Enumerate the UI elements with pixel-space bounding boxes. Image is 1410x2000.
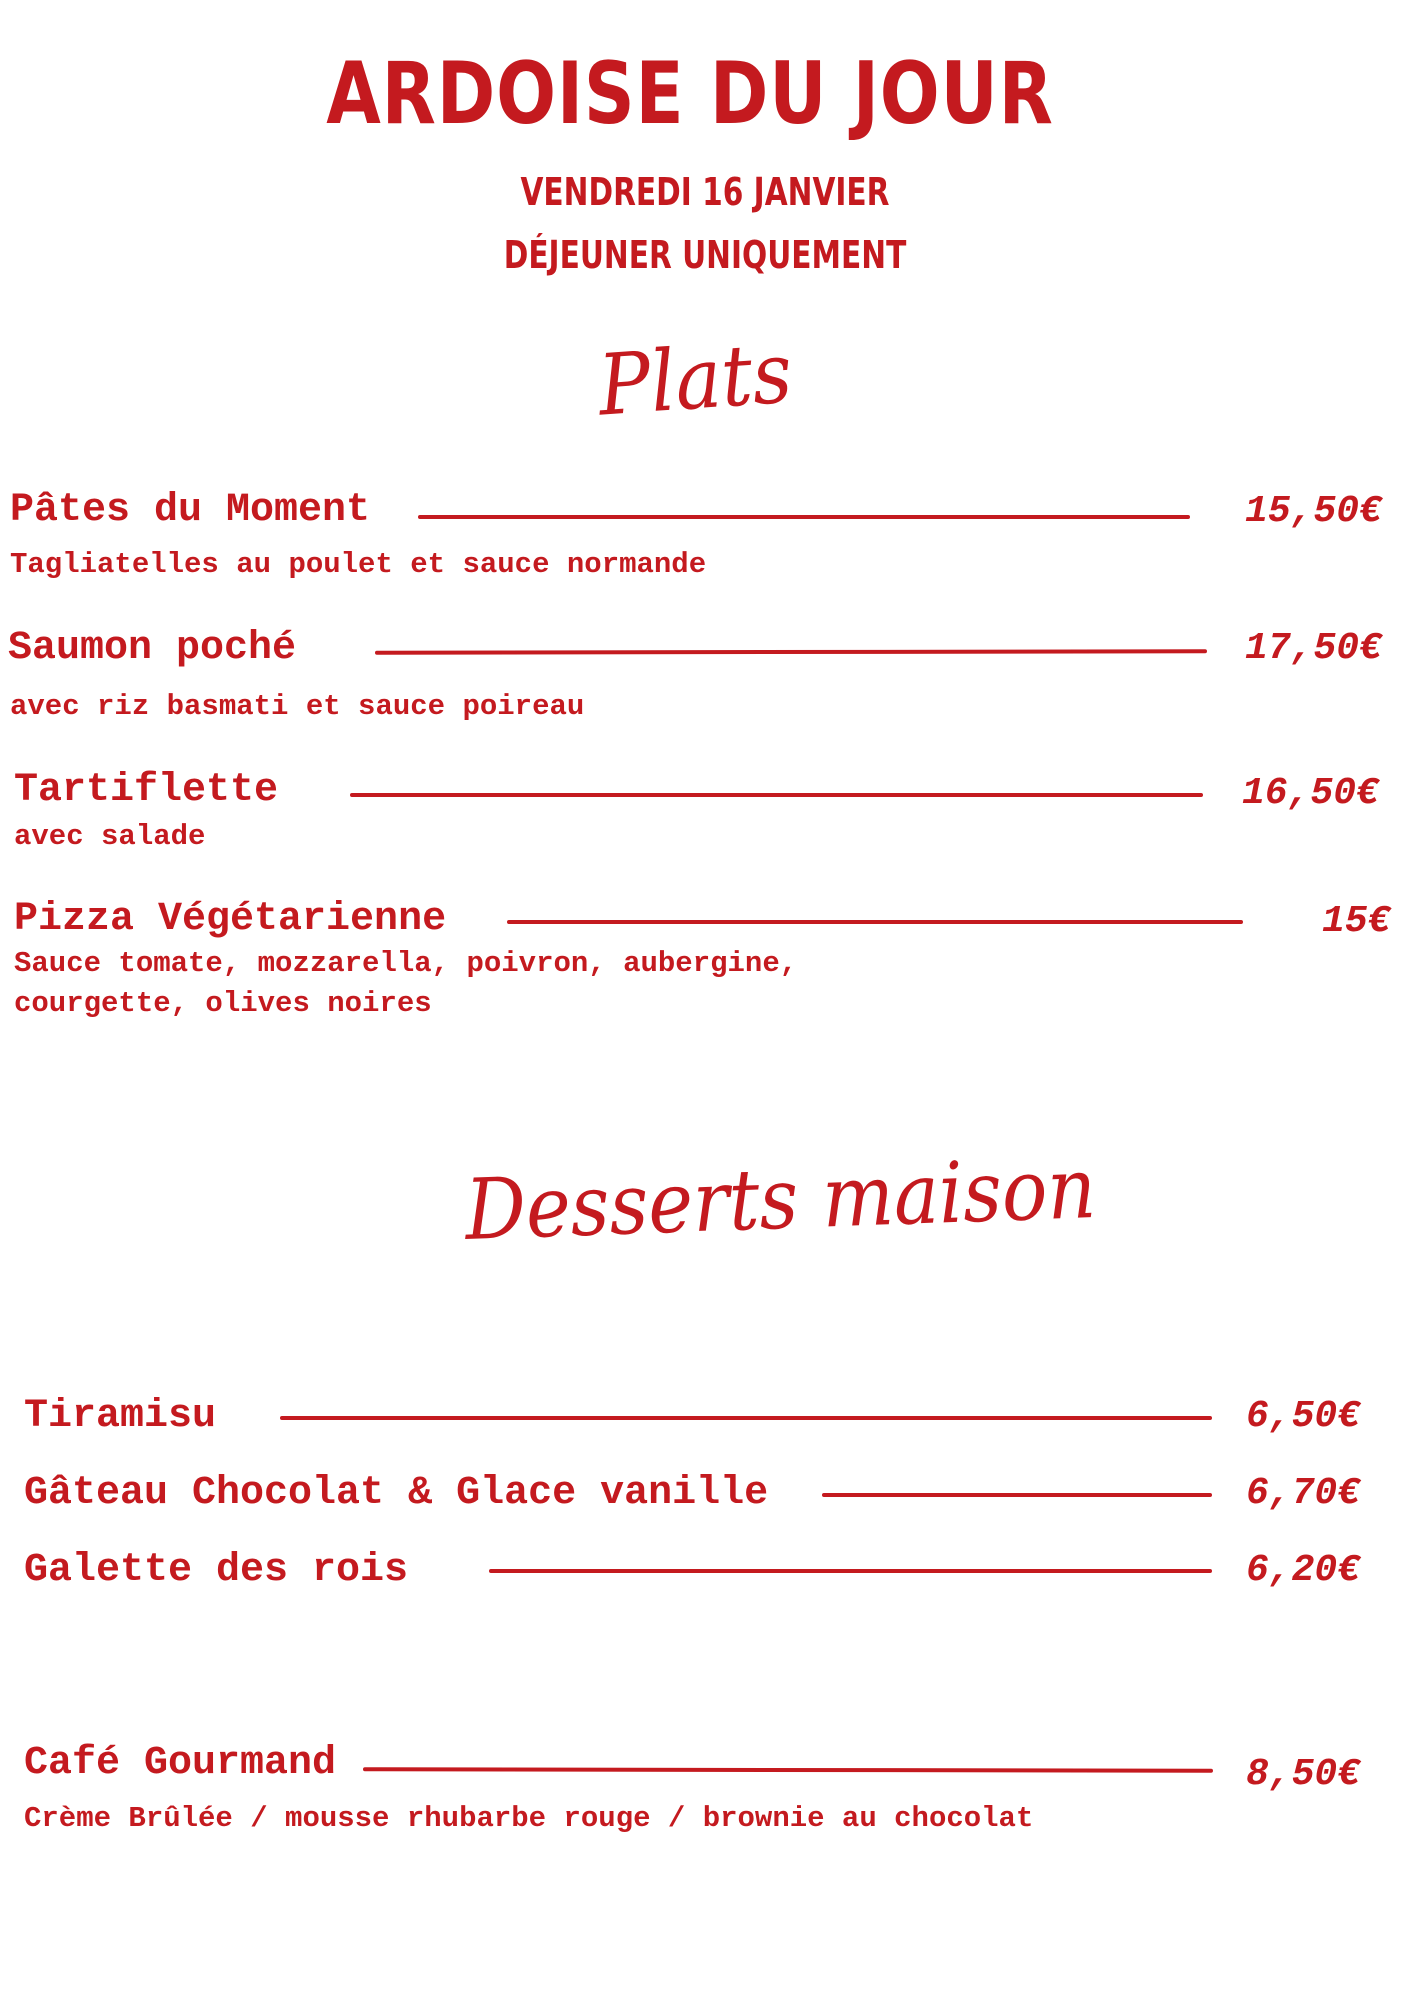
plat-description-pates: Tagliatelles au poulet et sauce normande [10, 548, 707, 581]
page-title: ARDOISE DU JOUR [326, 44, 1054, 144]
dessert-name-galette: Galette des rois [24, 1548, 409, 1593]
plat-name-pates: Pâtes du Moment [10, 488, 371, 533]
plat-name-saumon: Saumon poché [8, 626, 297, 671]
plat-description-tartiflette: avec salade [14, 820, 206, 853]
dessert-price-tiramisu: 6,50€ [1246, 1395, 1361, 1438]
plat-name-tartiflette: Tartiflette [14, 768, 279, 813]
plat-description-pizza-line1: Sauce tomate, mozzarella, poivron, aubergine, [14, 947, 798, 980]
leader-line [350, 793, 1203, 797]
section-heading-plats: Plats [595, 323, 796, 435]
leader-line [822, 1493, 1212, 1497]
cafe-gourmand-name: Café Gourmand [24, 1741, 337, 1786]
plat-description-saumon: avec riz basmati et sauce poireau [10, 690, 585, 723]
menu-service: DÉJEUNER UNIQUEMENT [503, 233, 907, 277]
plat-price-saumon: 17,50€ [1245, 627, 1382, 670]
menu-date: VENDREDI 16 JANVIER [520, 170, 890, 214]
section-heading-desserts: Desserts maison [463, 1139, 1098, 1259]
dessert-name-tiramisu: Tiramisu [24, 1394, 217, 1439]
plat-price-tartiflette: 16,50€ [1242, 772, 1379, 815]
cafe-gourmand-description: Crème Brûlée / mousse rhubarbe rouge / brownie au chocolat [24, 1802, 1034, 1835]
plat-price-pates: 15,50€ [1245, 490, 1382, 533]
dessert-price-gateau: 6,70€ [1246, 1472, 1361, 1515]
leader-line [507, 920, 1243, 924]
dessert-price-galette: 6,20€ [1246, 1549, 1361, 1592]
leader-line [375, 649, 1207, 654]
plat-name-pizza: Pizza Végétarienne [14, 897, 447, 942]
dessert-name-gateau: Gâteau Chocolat & Glace vanille [24, 1471, 769, 1516]
leader-line [280, 1416, 1212, 1420]
plat-price-pizza: 15€ [1322, 900, 1391, 943]
leader-line [418, 515, 1190, 519]
leader-line [363, 1767, 1213, 1772]
cafe-gourmand-price: 8,50€ [1246, 1753, 1361, 1796]
plat-description-pizza-line2: courgette, olives noires [14, 987, 432, 1020]
leader-line [489, 1569, 1212, 1573]
